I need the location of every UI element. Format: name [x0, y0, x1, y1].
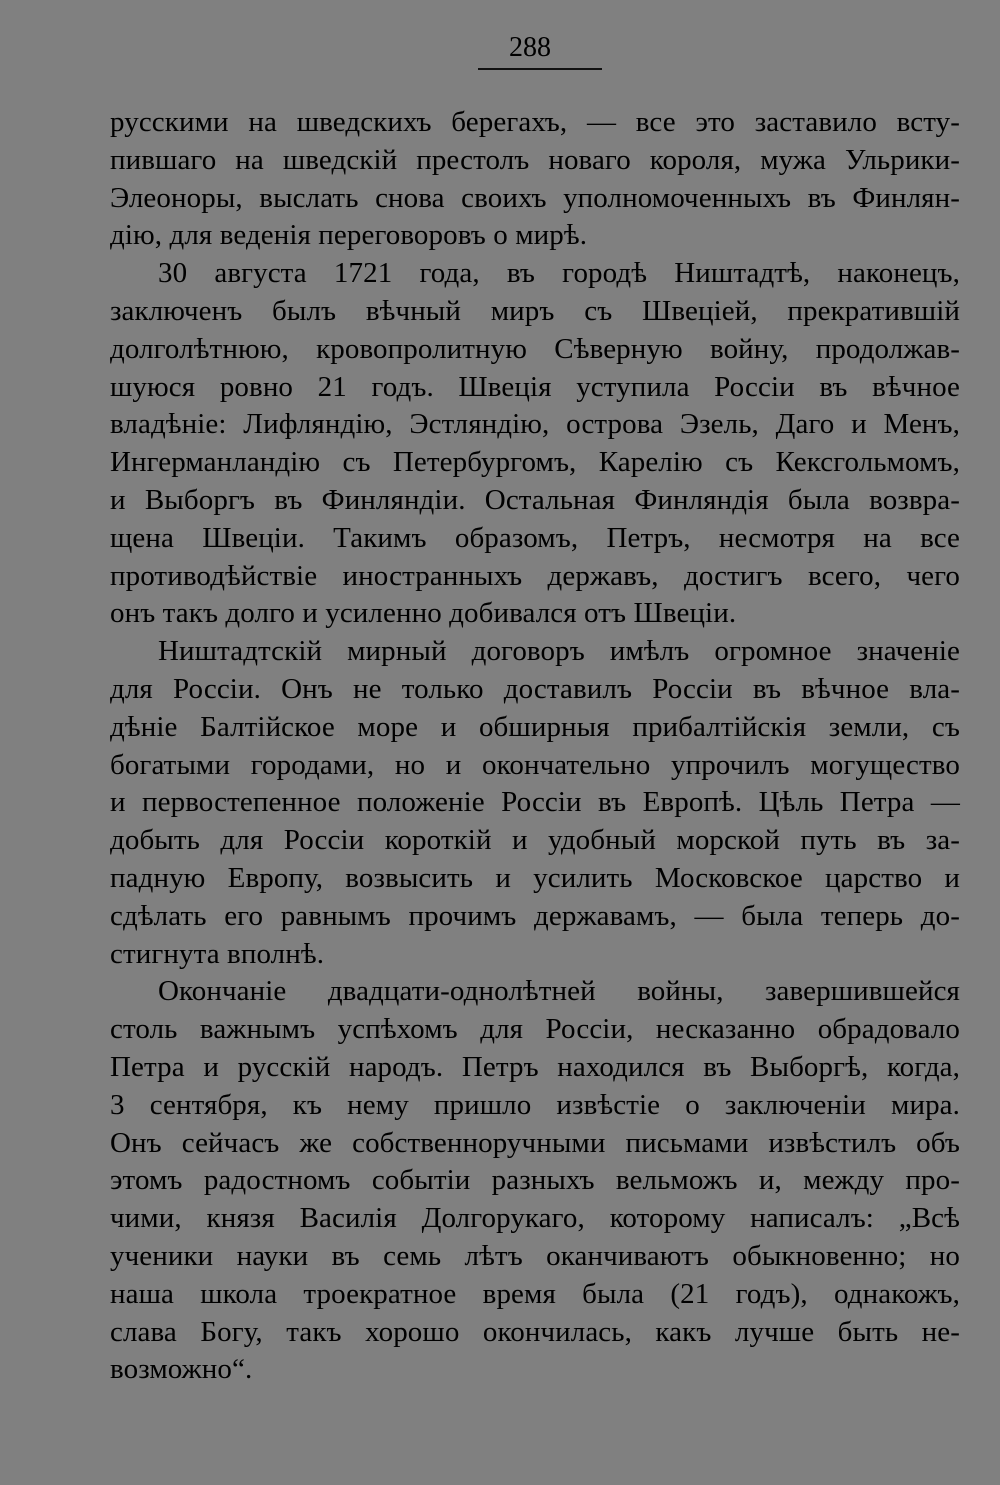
text-line: наша школа троекратное время была (21 годъ), однакожъ,: [110, 1277, 960, 1310]
text-line: 3 сентября, къ нему пришло извѣстіе о заключеніи мира.: [110, 1088, 960, 1121]
page-number-rule: [470, 68, 602, 70]
text-line: богатыми городами, но и окончательно упрочилъ могущество: [110, 748, 960, 781]
text-line: ученики науки въ семь лѣтъ оканчиваютъ обыкновенно; но: [110, 1239, 960, 1272]
text-line: стигнута вполнѣ.: [110, 937, 325, 970]
text-line: долголѣтнюю, кровопролитную Сѣверную войну, продолжав-: [110, 332, 960, 365]
text-line: онъ такъ долго и усиленно добивался отъ Швеціи.: [110, 597, 737, 630]
text-line: для Россіи. Онъ не только доставилъ Россіи въ вѣчное вла-: [110, 672, 960, 705]
text-line: щена Швеціи. Такимъ образомъ, Петръ, несмотря на все: [110, 521, 960, 554]
text-line: Окончаніе двадцати-однолѣтней войны, завершившейся: [158, 975, 960, 1008]
text-line: Элеоноры, выслать снова своихъ уполномоченныхъ въ Финлян-: [110, 181, 960, 214]
text-line: владѣніе: Лифляндію, Эстляндію, острова Эзель, Даго и Менъ,: [110, 408, 960, 441]
text-line: Онъ сейчасъ же собственноручными письмами извѣстилъ объ: [110, 1126, 960, 1159]
text-line: столь важнымъ успѣхомъ для Россіи, несказанно обрадовало: [110, 1013, 960, 1046]
text-line: слава Богу, такъ хорошо окончилась, какъ лучше быть не-: [110, 1315, 960, 1348]
text-line: 30 августа 1721 года, въ городѣ Ништадтѣ, наконецъ,: [158, 257, 960, 290]
page-text: [110, 104, 960, 1389]
text-line: этомъ радостномъ событіи разныхъ вельможъ и, между про-: [110, 1164, 960, 1197]
text-line: Петра и русскій народъ. Петръ находился въ Выборгѣ, когда,: [110, 1050, 960, 1083]
text-line: заключенъ былъ вѣчный миръ съ Швеціей, прекратившій: [110, 294, 960, 327]
page-number: 288: [509, 32, 551, 63]
text-line: шуюся ровно 21 годъ. Швеція уступила Россіи въ вѣчное: [110, 370, 960, 403]
text-line: возможно“.: [110, 1353, 253, 1386]
text-line: Ништадтскій мирный договоръ имѣлъ огромное значеніе: [158, 635, 960, 668]
text-line: русскими на шведскихъ берегахъ, — все это заставило всту-: [110, 106, 960, 138]
text-line: добыть для Россіи короткій и удобный морской путь въ за-: [110, 824, 960, 857]
text-line: падную Европу, возвысить и усилить Московское царство и: [110, 861, 960, 894]
text-line: сдѣлать его равнымъ прочимъ державамъ, — была теперь до-: [110, 899, 960, 932]
text-line: и первостепенное положеніе Россіи въ Европѣ. Цѣль Петра —: [110, 786, 960, 819]
text-line: дѣніе Балтійское море и обширныя прибалтійскія земли, съ: [110, 710, 960, 743]
text-line: противодѣйствіе иностранныхъ державъ, достигъ всего, чего: [110, 559, 960, 592]
text-line: и Выборгъ въ Финляндіи. Остальная Финляндія была возвра-: [110, 483, 960, 516]
text-line: Ингерманландію съ Петербургомъ, Карелію съ Кексгольмомъ,: [110, 446, 960, 479]
text-line: дію, для веденія переговоровъ о мирѣ.: [110, 219, 588, 252]
text-line: пившаго на шведскій престолъ новаго короля, мужа Ульрики-: [110, 143, 960, 176]
text-line: чими, князя Василія Долгорукаго, которому написалъ: „Всѣ: [110, 1202, 960, 1235]
